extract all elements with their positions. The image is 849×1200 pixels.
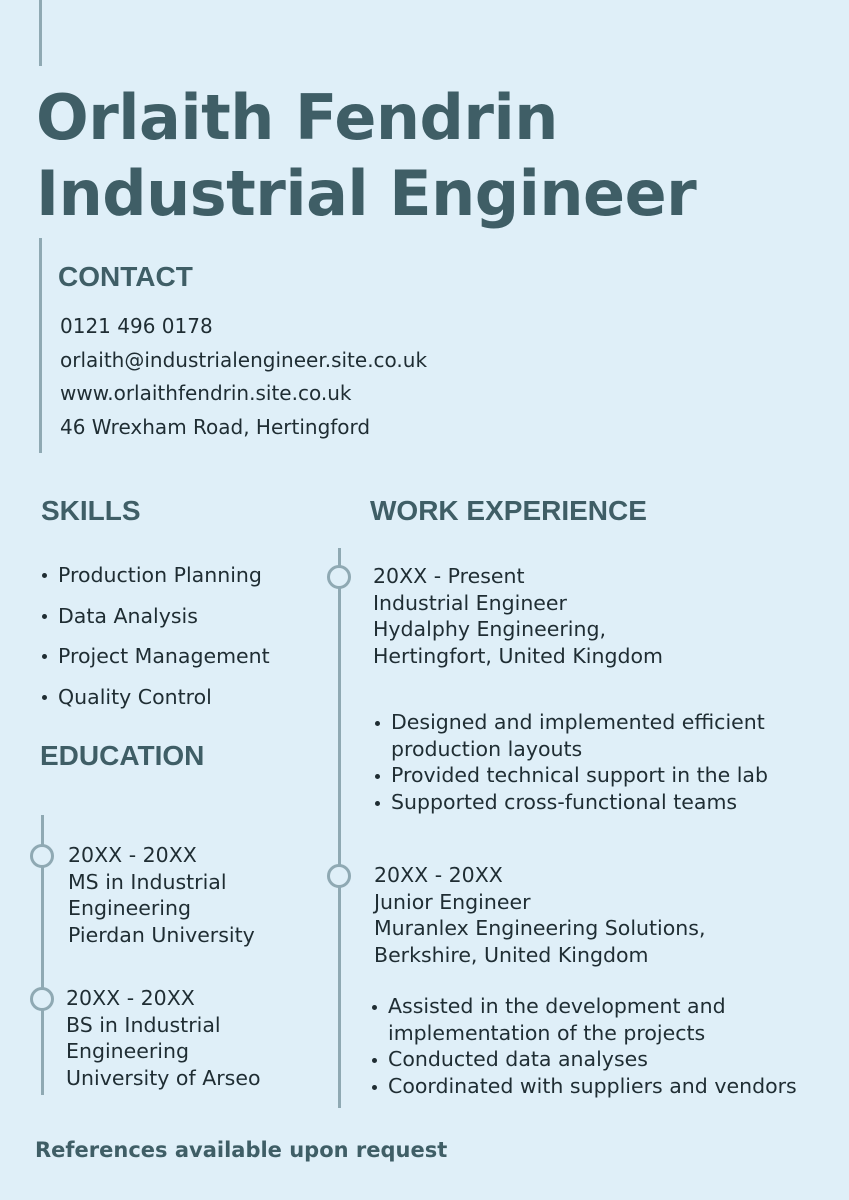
skills-heading: SKILLS: [41, 495, 141, 526]
contact-divider-line: [39, 238, 42, 453]
education-dates: 20XX - 20XX: [68, 843, 197, 867]
skill-item: Quality Control: [40, 677, 270, 718]
skill-item: Project Management: [40, 636, 270, 677]
candidate-name: Orlaith Fendrin: [36, 81, 558, 154]
skill-item: Data Analysis: [40, 596, 270, 637]
education-timeline-marker: [30, 844, 54, 868]
resume-title: [36, 80, 696, 232]
education-degree: Engineering: [66, 1039, 189, 1064]
job-duty-line: Designed and implemented efficient: [391, 710, 765, 734]
education-heading: EDUCATION: [40, 740, 205, 771]
education-school: University of Arseo: [66, 1066, 261, 1091]
contact-phone: 0121 496 0178: [60, 314, 213, 338]
education-entry: [68, 842, 255, 949]
contact-email: orlaith@industrialengineer.site.co.uk: [60, 347, 428, 372]
contact-address: 46 Wrexham Road, Hertingford: [60, 414, 371, 439]
top-divider-line: [39, 0, 42, 66]
job-duty: Provided technical support in the lab: [373, 762, 768, 789]
job-duty-line: Assisted in the development and: [388, 994, 726, 1018]
job-duties-list: [373, 709, 768, 816]
work-timeline-marker: [327, 864, 351, 888]
job-entry: [373, 563, 663, 670]
work-experience-heading: WORK EXPERIENCE: [370, 495, 647, 526]
references-note: References available upon request: [35, 1138, 448, 1162]
job-company: Hydalphy Engineering,: [373, 617, 606, 642]
job-location: Hertingfort, United Kingdom: [373, 644, 663, 669]
job-title: Industrial Engineer: [36, 157, 697, 230]
skills-list: [40, 555, 270, 717]
job-dates: 20XX - Present: [373, 564, 525, 588]
job-duty: [370, 993, 797, 1046]
job-duty: Coordinated with suppliers and vendors: [370, 1073, 797, 1100]
contact-website: www.orlaithfendrin.site.co.uk: [60, 381, 352, 405]
skill-item: Production Planning: [40, 555, 270, 596]
education-entry: [66, 985, 261, 1092]
work-timeline-line: [338, 548, 341, 1108]
job-entry: [374, 862, 705, 969]
education-degree: MS in Industrial: [68, 869, 227, 894]
job-duty-line: production layouts: [391, 736, 583, 761]
education-degree: BS in Industrial: [66, 1012, 221, 1037]
job-dates: 20XX - 20XX: [374, 863, 503, 887]
job-role: Junior Engineer: [374, 889, 531, 914]
job-duty: Conducted data analyses: [370, 1046, 797, 1073]
job-duty: [373, 709, 768, 762]
job-location: Berkshire, United Kingdom: [374, 943, 649, 968]
job-role: Industrial Engineer: [373, 590, 567, 615]
work-timeline-marker: [327, 565, 351, 589]
education-school: Pierdan University: [68, 923, 255, 948]
job-company: Muranlex Engineering Solutions,: [374, 916, 706, 941]
job-duty: Supported cross-functional teams: [373, 789, 768, 816]
education-timeline-marker: [30, 987, 54, 1011]
job-duty-line: implementation of the projects: [388, 1020, 706, 1045]
education-degree: Engineering: [68, 896, 191, 921]
education-dates: 20XX - 20XX: [66, 986, 195, 1010]
contact-list: [60, 310, 427, 444]
job-duties-list: [370, 993, 797, 1100]
contact-heading: CONTACT: [58, 261, 193, 292]
